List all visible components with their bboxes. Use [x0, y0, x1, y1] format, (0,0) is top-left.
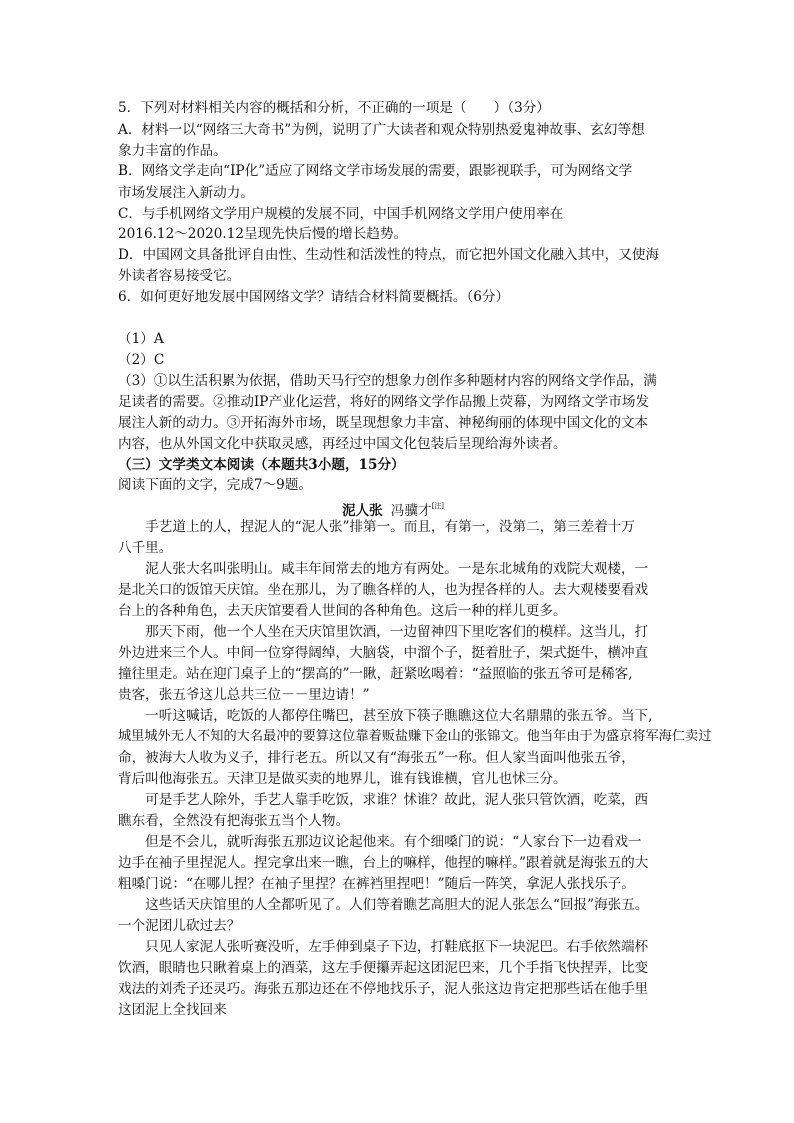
question-5-option-d-cont: 外读者容易接受它。: [118, 268, 241, 284]
story-author: 冯骥才: [390, 503, 432, 519]
story-line: 一个泥团儿砍过去？: [118, 918, 241, 934]
answer-3-cont-1: 足读者的需要。②推动IP产业化运营，将好的网络文学作品搬上荧幕，为网络文学市场发: [118, 394, 650, 410]
story-line: 饮酒，眼睛也只瞅着桌上的酒菜，这左手便攥弄起这团泥巴来，几个手指飞快捏弄，比变: [118, 960, 649, 976]
question-5-option-d: D．中国网文具备批评自由性、生动性和活泼性的特点，而它把外国文化融入其中，又使海: [118, 247, 660, 263]
story-line: 贵客，张五爷这儿总共三位－－里边请！”: [118, 687, 370, 703]
story-line: 命，被海大人收为义子，排行老五。所以又有“海张五”一称。但人家当面叫他张五爷，: [118, 750, 635, 766]
story-line: 外边进来三个人。中间一位穿得阔绰，大脑袋，中溜个子，挺着肚子，架式挺牛，横冲直: [118, 645, 649, 661]
question-5-option-b: B．网络文学走向“IP化”适应了网络文学市场发展的需要，跟影视联手，可为网络文学: [118, 163, 633, 179]
story-line: 八千里。: [118, 540, 173, 556]
story-line: 背后叫他海张五。天津卫是做买卖的地界儿，谁有钱谁横，官儿也怵三分。: [118, 771, 567, 787]
story-line: 手艺道上的人，捏泥人的“泥人张”排第一。而且，有第一，没第二，第三差着十万: [118, 519, 635, 535]
question-5-option-c: C．与手机网络文学用户规模的发展不同，中国手机网络文学用户使用率在: [118, 206, 564, 222]
question-5-option-a: A．材料一以“网络三大奇书”为例，说明了广大读者和观众特别热爱鬼神故事、玄幻等想: [118, 122, 645, 138]
story-line: 是北关口的饭馆天庆馆。坐在那儿，为了瞧各样的人，也为捏各样的人。去大观楼要看戏: [118, 582, 649, 598]
story-line: 那天下雨，他一个人坐在天庆馆里饮酒，一边留神四下里吃客们的模样。这当儿，打: [118, 624, 649, 640]
story-line: 戏法的刘秃子还灵巧。海张五那边还在不停地找乐子，泥人张这边肯定把那些话在他手里: [118, 981, 649, 997]
story-line: 这团泥上全找回来: [118, 1002, 227, 1018]
story-line: 但是不会儿，就听海张五那边议论起他来。有个细嗓门的说：“人家台下一边看戏一: [118, 834, 642, 850]
question-5: 5．下列对材料相关内容的概括和分析，不正确的一项是（ ）（3分）: [118, 100, 550, 116]
answer-2: （2）C: [118, 352, 165, 368]
story-line: 撞往里走。站在迎门桌子上的“摆高的”一瞅，赶紧吆喝着：“益照临的张五爷可是稀客,: [118, 666, 633, 682]
story-title-text: 泥人张: [342, 503, 383, 519]
section-heading: （三）文学类文本阅读（本题共3小题，15分）: [118, 457, 405, 473]
question-5-option-b-cont: 市场发展注入新动力。: [118, 185, 254, 201]
answer-3-cont-2: 展注人新的动力。③开拓海外市场，既呈现想象力丰富、神秘绚丽的体现中国文化的文本: [118, 415, 649, 431]
answer-3: （3）①以生活积累为依据，借助天马行空的想象力创作多种题材内容的网络文学作品，满: [118, 373, 657, 389]
story-line: 城里城外无人不知的大名最冲的要算这位靠着贩盐赚下金山的张锦文。他当年由于为盛京将军海仁卖过: [118, 729, 712, 744]
section-instruction: 阅读下面的文字，完成7～9题。: [118, 477, 313, 493]
question-5-option-c-cont: 2016.12～2020.12呈现先快后慢的增长趋势。: [118, 226, 408, 242]
story-line: 台上的各种角色，去天庆馆要看人世间的各种角色。这后一种的样儿更多。: [118, 603, 567, 619]
story-line: 这些话天庆馆里的人全都听见了。人们等着瞧艺高胆大的泥人张怎么“回报”海张五。: [118, 897, 649, 913]
question-6: 6．如何更好地发展中国网络文学？请结合材料简要概括。（6分）: [118, 289, 510, 305]
story-line: 一听这喊话，吃饭的人都停住嘴巴，甚至放下筷子瞧瞧这位大名鼎鼎的张五爷。当下,: [118, 708, 653, 724]
story-line: 瞧东看，全然没有把海张五当个人物。: [118, 813, 350, 829]
story-line: 边手在袖子里捏泥人。捏完拿出来一瞧，台上的嘛样，他捏的嘛样。”跟着就是海张五的大: [118, 855, 649, 871]
story-line: 粗嗓门说：“在哪儿捏？在袖子里捏？在裤裆里捏吧！”随后一阵笑，拿泥人张找乐子。: [118, 876, 635, 892]
story-line: 泥人张大名叫张明山。咸丰年间常去的地方有两处。一是东北城角的戏院大观楼，一: [118, 561, 649, 577]
story-line: 可是手艺人除外，手艺人靠手吃饭，求谁？怵谁？故此，泥人张只管饮酒，吃菜，西: [118, 792, 649, 808]
answer-3-cont-3: 内容，也从外国文化中获取灵感，再经过中国文化包装后呈现给海外读者。: [118, 436, 567, 452]
answer-1: （1）A: [118, 331, 164, 347]
question-5-option-a-cont: 象力丰富的作品。: [118, 143, 227, 159]
author-note-mark: [注]: [431, 502, 445, 510]
story-line: 只见人家泥人张听赛没听，左手伸到桌子下边，打鞋底抠下一块泥巴。右手依然端杯: [118, 939, 649, 955]
